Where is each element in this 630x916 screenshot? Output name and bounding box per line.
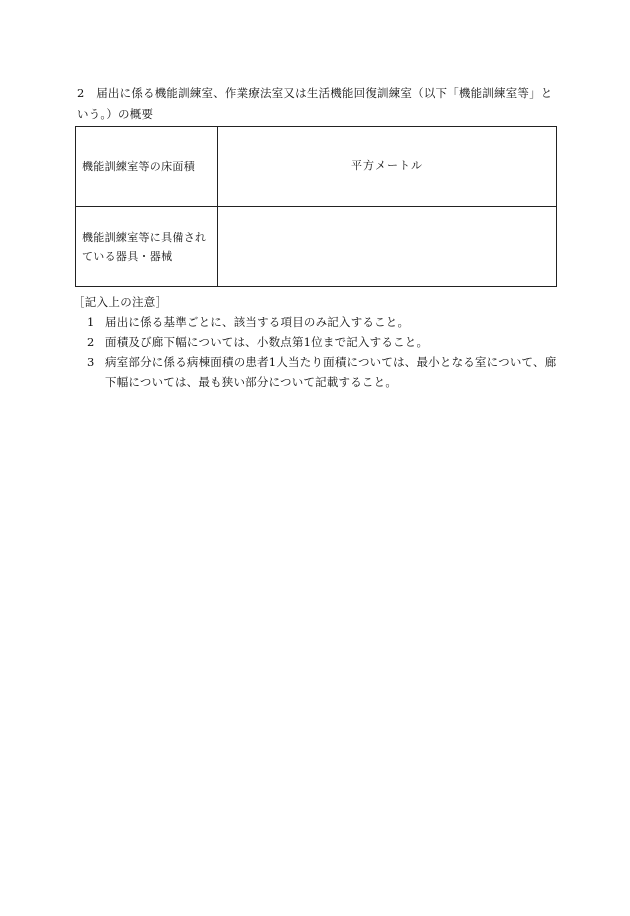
- floor-area-unit: 平方メートル: [351, 158, 423, 172]
- notes-title: ［記入上の注意］: [73, 295, 168, 309]
- floor-area-label: 機能訓練室等の床面積: [76, 127, 218, 207]
- note-number: 2: [87, 335, 95, 349]
- note-item: [77, 332, 567, 352]
- overview-table: [75, 126, 557, 287]
- section-heading: 2 届出に係る機能訓練室、作業療法室又は生活機能回復訓練室（以下「機能訓練室等」という。）の概要: [77, 86, 553, 121]
- note-number: 3: [87, 355, 95, 369]
- table-row: [76, 207, 557, 287]
- note-text: 面積及び廊下幅については、小数点第1位まで記入すること。: [105, 335, 429, 349]
- note-item: [77, 352, 567, 392]
- note-number: 1: [87, 315, 95, 329]
- note-text: 病室部分に係る病棟面積の患者1人当たり面積については、最小となる室について、廊下幅については、最も狭い部分について記載すること。: [105, 355, 557, 389]
- table-row: [76, 127, 557, 207]
- floor-area-value-cell[interactable]: [218, 127, 557, 207]
- note-item: [77, 312, 567, 332]
- notes-section: [73, 292, 567, 392]
- note-text: 届出に係る基準ごとに、該当する項目のみ記入すること。: [105, 315, 410, 329]
- equipment-label: 機能訓練室等に具備されている器具・器械: [76, 207, 218, 287]
- equipment-value-cell[interactable]: [218, 207, 557, 287]
